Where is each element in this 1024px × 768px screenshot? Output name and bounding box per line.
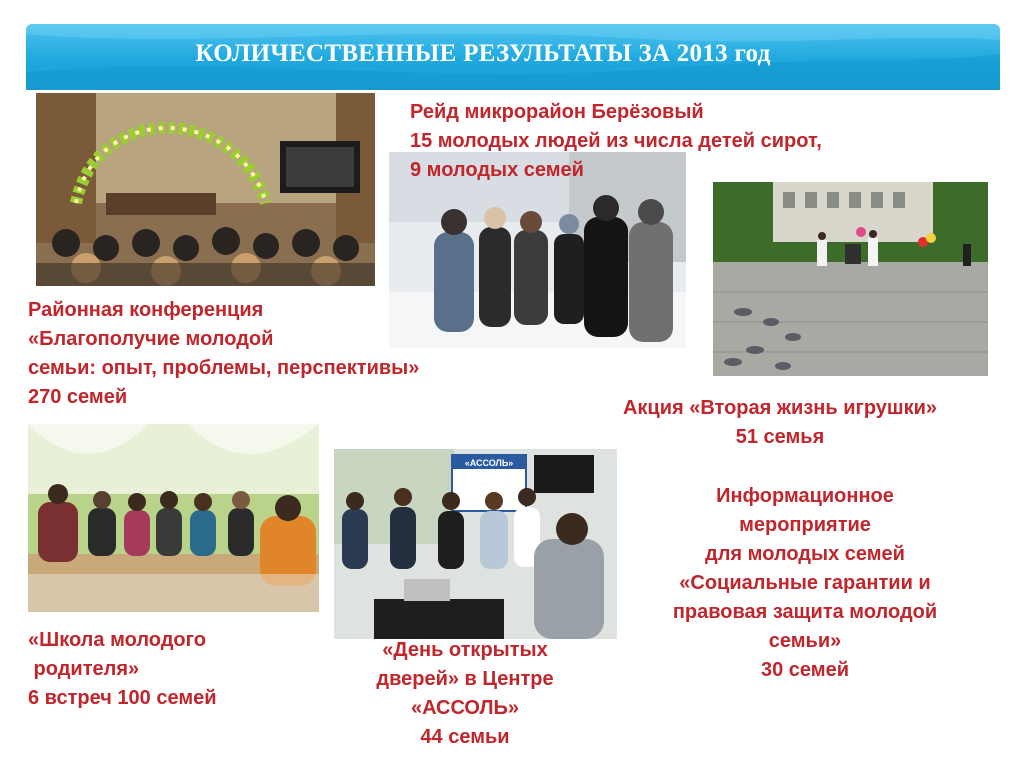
school-photo — [28, 424, 319, 612]
school-caption-line: родителя» — [28, 658, 140, 680]
school-count: 6 встреч 100 семей — [28, 687, 217, 709]
conference-caption-line: Районная конференция — [28, 299, 264, 321]
toys-count: 51 семья — [735, 426, 825, 448]
conference-caption — [28, 296, 419, 412]
toys-caption — [560, 394, 1000, 452]
raid-caption-line: 9 молодых семей — [410, 159, 584, 181]
school-caption — [28, 626, 217, 713]
open-day-photo — [334, 449, 617, 639]
open-day-caption-line: дверей» в Центре — [376, 668, 554, 690]
open-day-caption-line: «День открытых — [382, 639, 548, 661]
raid-caption-line: Рейд микрорайон Берёзовый — [410, 101, 704, 123]
info-event-caption-line: Информационное — [716, 485, 894, 507]
school-caption-line: «Школа молодого — [28, 629, 206, 651]
open-day-caption-line: «АССОЛЬ» — [410, 697, 520, 719]
raid-caption-line: 15 молодых людей из числа детей сирот, — [410, 130, 822, 152]
open-day-count: 44 семьи — [420, 726, 510, 748]
conference-caption-line: семьи: опыт, проблемы, перспективы» — [28, 357, 420, 379]
info-event-caption-line: для молодых семей — [705, 543, 905, 565]
info-event-caption-line: мероприятие — [739, 514, 871, 536]
conference-photo — [36, 93, 375, 286]
info-event-count: 30 семей — [761, 659, 849, 681]
conference-count: 270 семей — [28, 386, 128, 408]
info-event-caption-line: правовая защита молодой — [672, 601, 938, 623]
conference-caption-line: «Благополучие молодой — [28, 328, 274, 350]
toys-caption-line: Акция «Вторая жизнь игрушки» — [622, 397, 938, 419]
info-event-caption-line: семьи» — [768, 630, 842, 652]
info-event-caption-line: «Социальные гарантии и — [679, 572, 931, 594]
raid-caption — [410, 98, 822, 185]
slide-title: КОЛИЧЕСТВЕННЫЕ РЕЗУЛЬТАТЫ ЗА 2013 год — [195, 40, 771, 67]
info-event-caption — [620, 482, 990, 685]
toy-action-photo — [713, 182, 988, 376]
open-day-caption — [334, 636, 596, 752]
assol-sign-text: «АССОЛЬ» — [464, 458, 514, 468]
